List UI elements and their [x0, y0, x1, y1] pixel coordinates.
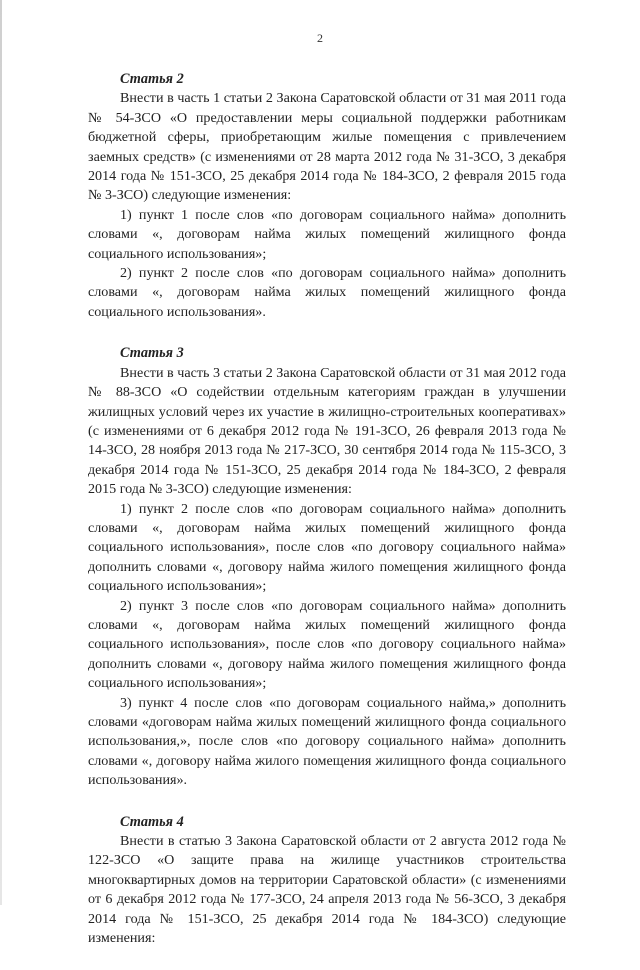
article-intro: Внести в часть 1 статьи 2 Закона Саратовской области от 31 мая 2011 года № 54-ЗСО «О предоставлении меры социальной поддержки работникам бюджетной сферы, приобретающим жилые помещения с привлечением заемных средств» (с изменениями от 28 марта 2012 года № 31-ЗСО, 3 декабря 2014 года № 151-ЗСО, 25 декабря 2014 года № 184-ЗСО, 2 февраля 2015 года № 3-ЗСО) следующие изменения:: [88, 90, 566, 204]
article-item: 1) пункт 2 после слов «по договорам социального найма» дополнить словами «, договорам найма жилых помещений жилищного фонда социального использования», после слов «по договору социального найма» дополнить словами «, договору найма жилого помещения жилищного фонда социального использования»;: [88, 500, 566, 595]
article-3: [88, 344, 566, 790]
article-4: [88, 813, 566, 949]
article-title: Статья 4: [120, 813, 184, 830]
page-number: 2: [317, 31, 323, 45]
scan-edge: [0, 0, 2, 905]
article-item: 2) пункт 3 после слов «по договорам социального найма» дополнить словами «, договорам найма жилых помещений жилищного фонда социального использования», после слов «по договору социального найма» дополнить словами «, договору найма жилого помещения жилищного фонда социального использования»;: [88, 597, 566, 692]
article-item: 3) пункт 4 после слов «по договорам социального найма,» дополнить словами «договорам найма жилых помещений жилищного фонда социального использования,», после слов «по договору социального найма» дополнить словами «, договору найма жилого помещения жилищного фонда социального использования».: [88, 694, 566, 789]
article-2: [88, 70, 566, 322]
article-item: 1) пункт 1 после слов «по договорам социального найма» дополнить словами «, договорам найма жилых помещений жилищного фонда социального использования»;: [88, 206, 566, 262]
article-item: 2) пункт 2 после слов «по договорам социального найма» дополнить словами «, договорам найма жилых помещений жилищного фонда социального использования».: [88, 265, 566, 320]
article-intro: Внести в статью 3 Закона Саратовской области от 2 августа 2012 года № 122-ЗСО «О защите права на жилище участников строительства многоквартирных домов на территории Саратовской области» (с изменениями от 6 декабря 2012 года № 177-ЗСО, 24 апреля 2013 года № 56-ЗСО, 3 декабря 2014 года № 151-ЗСО, 25 декабря 2014 года № 184-ЗСО) следующие изменения:: [88, 833, 566, 947]
article-intro: Внести в часть 3 статьи 2 Закона Саратовской области от 31 мая 2012 года № 88-ЗСО «О содействии отдельным категориям граждан в улучшении жилищных условий через их участие в жилищно-строительных кооперативах» (с изменениями от 6 декабря 2012 года № 191-ЗСО, 26 февраля 2013 года № 14-ЗСО, 28 ноября 2013 года № 217-ЗСО, 30 сентября 2014 года № 115-ЗСО, 3 декабря 2014 года № 151-ЗСО, 25 декабря 2014 года № 184-ЗСО, 2 февраля 2015 года № 3-ЗСО) следующие изменения:: [88, 364, 566, 498]
article-title: Статья 2: [120, 71, 184, 87]
article-title: Статья 3: [120, 345, 184, 362]
document-body: [88, 70, 566, 970]
